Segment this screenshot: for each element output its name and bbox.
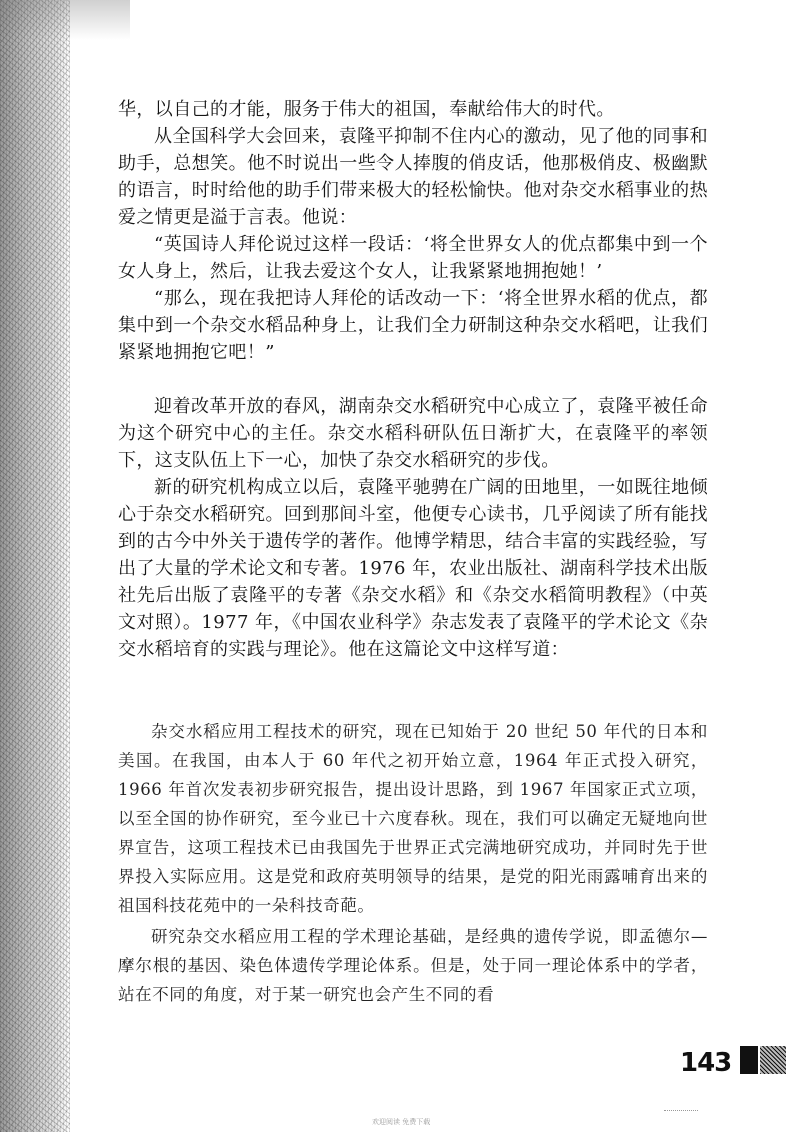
paragraph: 新的研究机构成立以后，袁隆平驰骋在广阔的田地里，一如既往地倾心于杂交水稻研究。回到那间斗室，他便专心读书，几乎阅读了所有能找到的古今中外关于遗传学的著作。他博学精思，结合丰富的实践经验，写出了大量的学术论文和专著。1976 年，农业出版社、湖南科学技术出版社先后出版了袁隆平的专著《杂交水稻》和《杂交水稻简明教程》（中英文对照）。1977 年，《中国农业科学》杂志发表了袁隆平的学术论文《杂交水稻培育的实践与理论》。他在这篇论文中这样写道： bbox=[118, 477, 708, 660]
quote-paragraph: 杂交水稻应用工程技术的研究，现在已知始于 20 世纪 50 年代的日本和美国。在我国，由本人于 60 年代之初开始立意，1964 年正式投入研究，1966 年首次发表初步研究报告，提出设计思路，到 1967 年国家正式立项，以至全国的协作研究，至今业已十六度春秋。现在，我们可以确定无疑地向世界宣告，这项工程技术已由我国先于世界正式完满地研究成功，并同时先于世界投入实际应用。这是党和政府英明领导的结果，是党的阳光雨露哺育出来的祖国科技花苑中的一朵科技奇葩。 bbox=[118, 722, 708, 915]
main-text bbox=[118, 96, 708, 663]
scan-artifact bbox=[664, 1100, 698, 1111]
paragraph-rice-quote: “那么，现在我把诗人拜伦的话改动一下：‘将全世界水稻的优点，都集中到一个杂交水稻品种身上，让我们全力研制这种杂交水稻吧，让我们紧紧地拥抱它吧！” bbox=[118, 288, 708, 363]
block-quote bbox=[118, 717, 708, 1009]
section-gap bbox=[118, 366, 708, 393]
page-number: 143 bbox=[680, 1048, 732, 1078]
paragraph-byron-quote: “英国诗人拜伦说过这样一段话：‘将全世界女人的优点都集中到一个女人身上，然后，让我去爱这个女人，让我紧紧地拥抱她！’ bbox=[118, 234, 708, 282]
paragraph: 从全国科学大会回来，袁隆平抑制不住内心的激动，见了他的同事和助手，总想笑。他不时说出一些令人捧腹的俏皮话，他那极俏皮、极幽默的语言，时时给他的助手们带来极大的轻松愉快。他对杂交水稻事业的热爱之情更是溢于言表。他说： bbox=[118, 126, 708, 228]
folio-black-block bbox=[740, 1046, 758, 1074]
paragraph: 迎着改革开放的春风，湖南杂交水稻研究中心成立了，袁隆平被任命为这个研究中心的主任。杂交水稻科研队伍日渐扩大，在袁隆平的率领下，这支队伍上下一心，加快了杂交水稻研究的步伐。 bbox=[118, 396, 708, 471]
scan-shadow-top bbox=[0, 0, 130, 40]
folio-halftone-block bbox=[760, 1046, 786, 1074]
footer-watermark: 欢迎阅读 免费下载 bbox=[372, 1118, 431, 1126]
paragraph-continuation: 华，以自己的才能，服务于伟大的祖国，奉献给伟大的时代。 bbox=[118, 99, 615, 120]
quote-paragraph: 研究杂交水稻应用工程的学术理论基础，是经典的遗传学说，即孟德尔—摩尔根的基因、染色体遗传学理论体系。但是，处于同一理论体系中的学者，站在不同的角度，对于某一研究也会产生不同的看 bbox=[118, 927, 708, 1004]
scan-shadow-margin bbox=[0, 0, 70, 1132]
